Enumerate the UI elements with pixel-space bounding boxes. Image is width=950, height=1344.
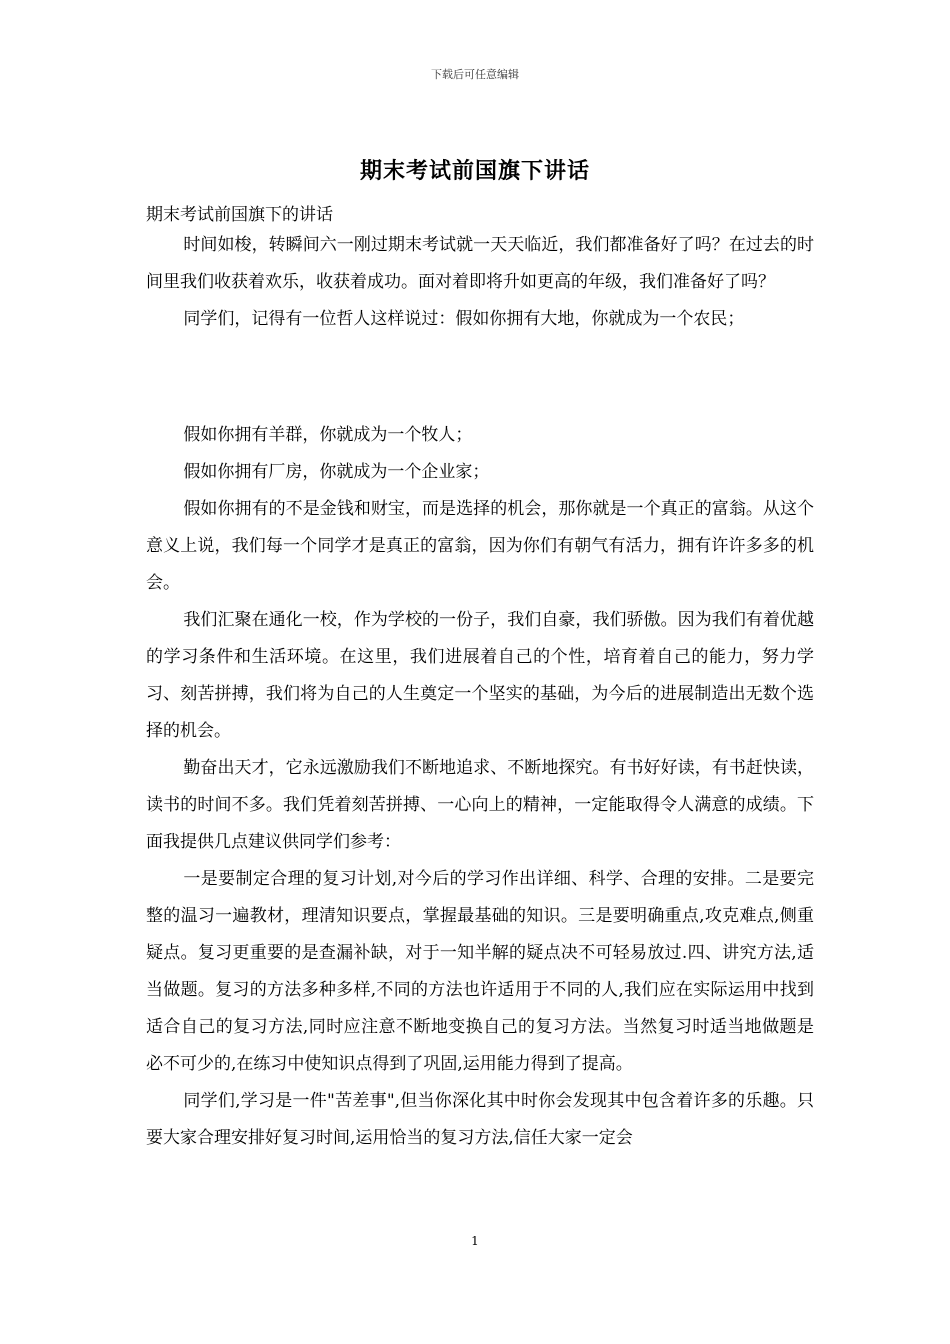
- paragraph: 勤奋出天才，它永远激励我们不断地追求、不断地探究。有书好好读，有书赶快读，读书的时间不多。我们凭着刻苦拼搏、一心向上的精神，一定能取得令人满意的成绩。下面我提供几点建议供同学们参考：: [146, 758, 814, 852]
- body-block-a: [146, 227, 814, 338]
- page-number: 1: [471, 1234, 479, 1248]
- paragraph: 假如你拥有羊群，你就成为一个牧人；: [183, 425, 473, 445]
- paragraph: 一是要制定合理的复习计划,对今后的学习作出详细、科学、合理的安排。二是要完整的温习一遍教材，理清知识要点，掌握最基础的知识。三是要明确重点,攻克难点,侧重疑点。复习更重要的是查漏补缺，对于一知半解的疑点决不可轻易放过.四、讲究方法,适当做题。复习的方法多种多样,不同的方法也许适用于不同的人,我们应在实际运用中找到适合自己的复习方法,同时应注意不断地变换自己的复习方法。当然复习时适当地做题是必不可少的,在练习中使知识点得到了巩固,运用能力得到了提高。: [146, 869, 814, 1074]
- paragraph: 时间如梭，转瞬间六一刚过期末考试就一天天临近，我们都准备好了吗？在过去的时间里我们收获着欢乐，收获着成功。面对着即将升如更高的年级，我们准备好了吗？: [146, 235, 814, 292]
- paragraph: 我们汇聚在通化一校，作为学校的一份子，我们自豪，我们骄傲。因为我们有着优越的学习条件和生活环境。在这里，我们进展着自己的个性，培育着自己的能力，努力学习、刻苦拼搏，我们将为自己的人生奠定一个坚实的基础，为今后的进展制造出无数个选择的机会。: [146, 610, 814, 741]
- paragraph: 假如你拥有厂房，你就成为一个企业家；: [183, 462, 490, 482]
- paragraph: 假如你拥有的不是金钱和财宝，而是选择的机会，那你就是一个真正的富翁。从这个意义上说，我们每一个同学才是真正的富翁，因为你们有朝气有活力，拥有许许多多的机会。: [146, 499, 814, 593]
- document-title: 期末考试前国旗下讲话: [359, 158, 590, 184]
- paragraph: 同学们，记得有一位哲人这样说过：假如你拥有大地，你就成为一个农民；: [183, 309, 745, 329]
- body-block-b: [146, 417, 814, 1157]
- header-note: 下载后可任意编辑: [431, 68, 519, 81]
- document-subtitle: 期末考试前国旗下的讲话: [146, 205, 333, 225]
- paragraph: 同学们,学习是一件"苦差事",但当你深化其中时你会发现其中包含着许多的乐趣。只要大家合理安排好复习时间,运用恰当的复习方法,信任大家一定会: [146, 1091, 814, 1148]
